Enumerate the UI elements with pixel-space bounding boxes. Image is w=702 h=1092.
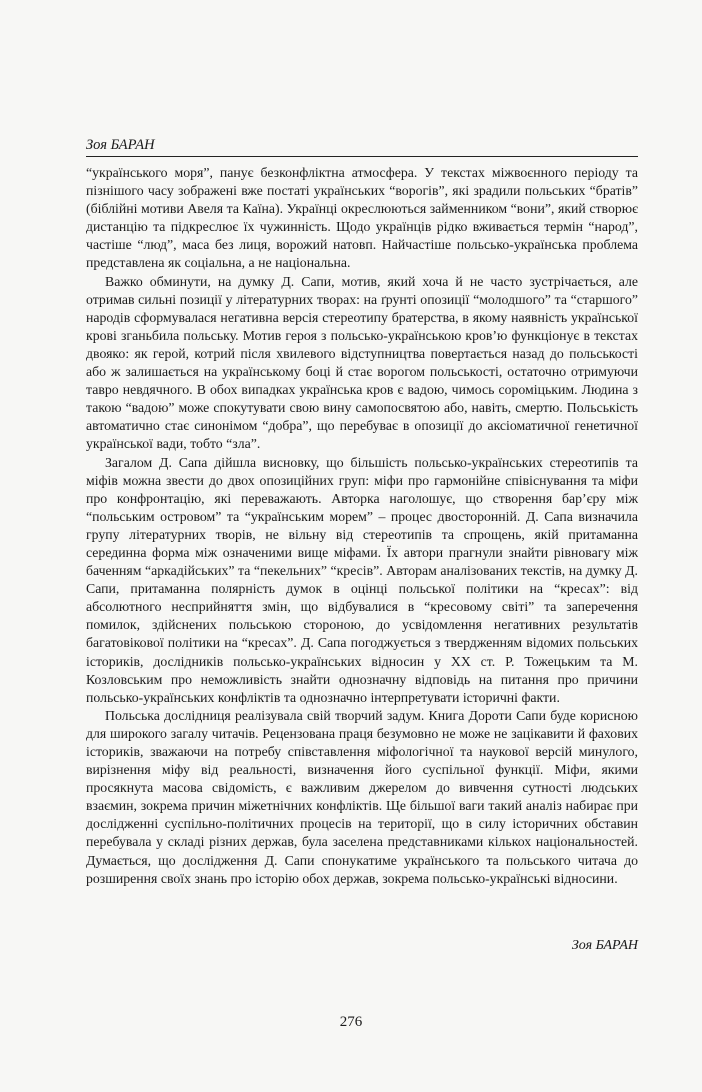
paragraph-3: Загалом Д. Сапа дійшла висновку, що більшість польсько-українських стереотипів та міфів можна звести до двох опозиційних груп: міфи про гармонійне співіснування та міфи про конфронтацію, які переважають. Авторка наголошує, що створення бар’єру між “польським островом” та “українським морем” – процес двосторонній. Д. Сапа визначила групу літературних творів, не вільну від стереотипів та спрощень, якій притаманна серединна форма між означеними вище міфами. Їх автори прагнули знайти рівновагу між баченням “аркадійських” та “пекельних” “кресів”. Авторам аналізованих текстів, на думку Д. Сапи, притаманна полярність думок в оцінці польської політики на “кресах”: від абсолютного несприйняття змін, що відбувалися в “кресовому світі” та заперечення помилок, здійснених польською стороною, до усвідомлення негативних результатів багатовікової політики на “кресах”. Д. Сапа погоджується з твердженням відомих польських істориків, дослідників польсько-українських відносин у XX ст. Р. Тожецьким та М. Козловським про неможливість знайти однозначну відповідь на питання про причини польсько-українських конфліктів та однозначно інтерпретувати історичні факти. [86, 454, 638, 705]
paragraph-1: “українського моря”, панує безконфліктна атмосфера. У текстах міжвоєнного періоду та пізнішого часу зображені вже постаті українських “ворогів”, які зрадили польських “братів” (біблійні мотиви Авеля та Каїна). Українці окреслюються займенником “вони”, який створює дистанцію та підкреслює їх чужинність. Щодо українців рідко вживається термін “народ”, частіше “люд”, маса без лиця, ворожий натовп. Найчастіше польсько-українська проблема представлена як соціальна, а не національна. [86, 165, 638, 271]
paragraph-4: Польська дослідниця реалізувала свій творчий задум. Книга Дороти Сапи буде корисною для широкого загалу читачів. Рецензована праця безумовно не може не зацікавити й фахових істориків, зважаючи на потребу співставлення міфологічної та наукової версій минулого, вирізнення міфу від реальності, визначення його суспільної функції. Міфи, якими просякнута масова свідомість, є важливим джерелом до вивчення сутності людських взаємин, зокрема причин міжетнічних конфліктів. Ще більшої ваги такий аналіз набирає при дослідженні суспільно-політичних процесів на території, що в силу історичних обставин перебувала у складі різних держав, була заселена представниками кількох національностей. Думається, що дослідження Д. Сапи спонукатиме українського та польського читача до розширення своїх знань про історію обох держав, зокрема польсько-українські відносини. [86, 707, 638, 886]
running-head-author: Зоя БАРАН [86, 137, 155, 153]
author-signature: Зоя БАРАН [571, 938, 638, 953]
paragraph-2: Важко обминути, на думку Д. Сапи, мотив, який хоча й не часто зустрічається, але отримав сильні позиції у літературних творах: на ґрунті опозиції “молодшого” та “старшого” народів сформувалася негативна версія стереотипу братерства, в якому наявність української крові зганьбила польську. Мотив героя з польсько-українською кров’ю функціонує в текстах двояко: як герой, котрий після хвилевого відступництва повертається назад до польськості або ж залишається на українському боці й стає ворогом польськості, остаточно отримуючи тавро невдячного. В обох випадках українська кров є вадою, чимось сороміцьким. Людина з такою “вадою” може спокутувати свою вину самопосвятою або, навіть, смертю. Польськість автоматично стає синонімом “добра”, що перебуває в опозиції до аксіоматичної генетичної української вади, тобто “зла”. [86, 273, 638, 452]
page-number: 276 [339, 1014, 363, 1030]
body-text [86, 164, 638, 888]
header-divider [86, 156, 638, 157]
